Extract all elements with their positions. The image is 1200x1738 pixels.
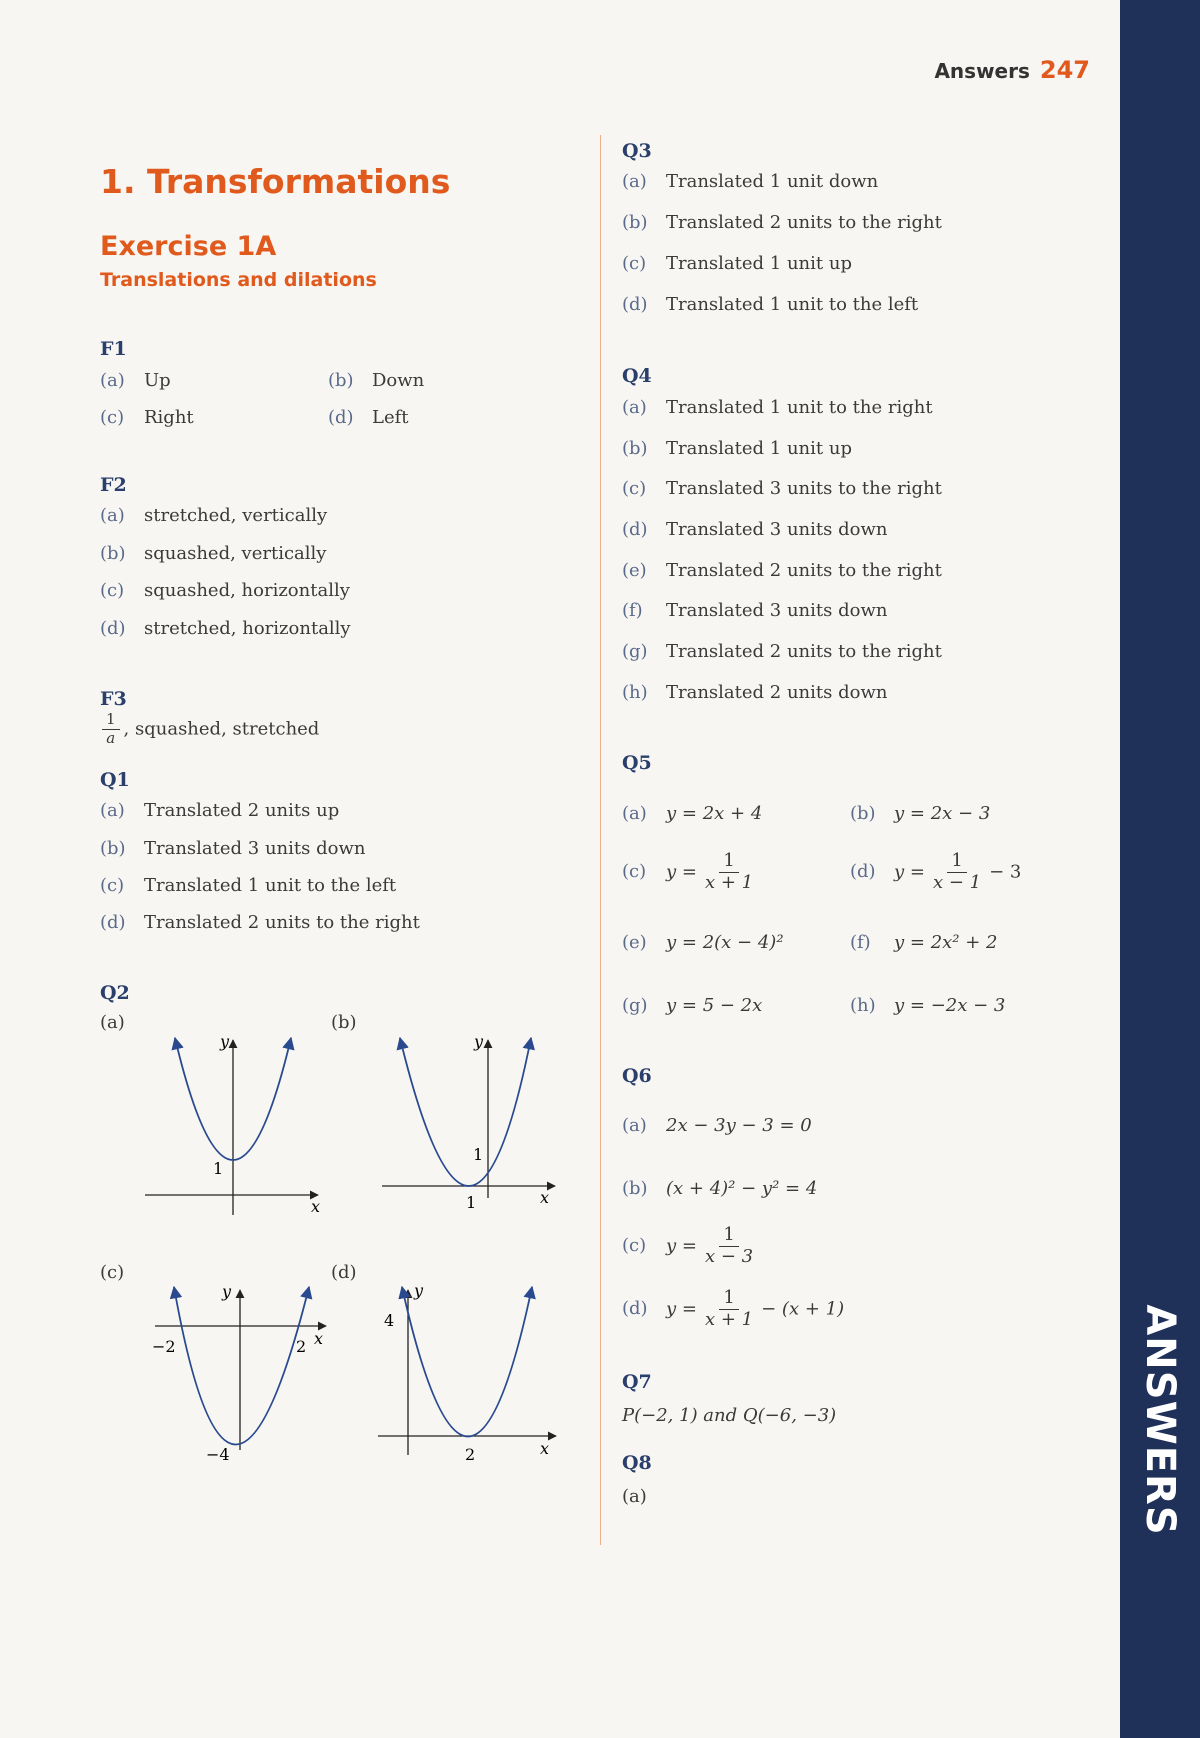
item-letter: (e)	[622, 560, 647, 581]
fraction-numerator: 1	[947, 852, 966, 873]
graph-letter-a: (a)	[100, 1012, 125, 1033]
item-text: Translated 3 units down	[144, 838, 366, 859]
item-letter: (e)	[622, 932, 647, 953]
answer-q5-g	[622, 995, 762, 1016]
item-letter: (h)	[850, 995, 876, 1016]
item-letter: (h)	[622, 682, 648, 703]
item-text: Translated 2 units to the right	[666, 212, 942, 233]
fraction-numerator: 1	[719, 1289, 738, 1310]
answer-q5-b	[850, 803, 990, 824]
equation: 2x − 3y − 3 = 0	[666, 1115, 812, 1136]
item-text: Translated 1 unit up	[666, 253, 852, 274]
answer-q4-a	[622, 397, 933, 418]
item-letter: (c)	[100, 580, 125, 601]
parabola-curve	[174, 1287, 309, 1445]
answer-q5-a	[622, 803, 762, 824]
item-text: Translated 2 units up	[144, 800, 340, 821]
answer-q6-a	[622, 1115, 812, 1136]
item-text: , squashed, stretched	[123, 718, 320, 740]
item-letter: (b)	[622, 438, 648, 459]
x-intercept-left-label: −2	[152, 1337, 176, 1356]
item-letter: (a)	[100, 370, 125, 391]
graph-d	[378, 1281, 556, 1464]
axis-label-x: x	[540, 1188, 550, 1207]
item-text: Translated 3 units down	[666, 600, 888, 621]
item-letter: (d)	[622, 294, 648, 315]
item-letter: (c)	[622, 1235, 647, 1257]
item-text: Translated 1 unit down	[666, 171, 879, 192]
parabola-curve	[400, 1038, 531, 1186]
answer-q4-b	[622, 438, 852, 459]
equation-tail: − 3	[989, 861, 1022, 883]
question-label-q1: Q1	[100, 769, 130, 791]
item-letter: (d)	[100, 912, 126, 933]
question-label-q8: Q8	[622, 1452, 652, 1474]
graph-letter-c: (c)	[100, 1262, 125, 1283]
item-letter: (a)	[100, 505, 125, 526]
vertex-label: 1	[213, 1159, 224, 1178]
item-letter: (b)	[328, 370, 354, 391]
item-text: Left	[372, 407, 409, 428]
answer-q3-b	[622, 212, 942, 233]
equation-tail: − (x + 1)	[761, 1298, 845, 1320]
graph-c	[152, 1282, 326, 1464]
answer-q6-b	[622, 1178, 817, 1199]
item-text: squashed, horizontally	[144, 580, 350, 601]
answer-q3-d	[622, 294, 918, 315]
item-text: Translated 3 units to the right	[666, 478, 942, 499]
item-letter: (c)	[622, 861, 647, 883]
fraction-denominator: a	[106, 728, 116, 747]
item-text: Translated 1 unit to the left	[144, 875, 397, 896]
equation-lhs: y =	[666, 1298, 697, 1320]
fraction-denominator: x − 3	[704, 1245, 754, 1267]
answer-q5-h	[850, 995, 1005, 1016]
fraction	[701, 852, 757, 893]
question-label-q3: Q3	[622, 140, 652, 162]
item-letter: (c)	[622, 478, 647, 499]
item-letter: (b)	[622, 212, 648, 233]
axis-label-y: y	[222, 1282, 232, 1301]
item-letter: (d)	[850, 861, 876, 883]
answer-q3-a	[622, 171, 878, 192]
item-text: stretched, vertically	[144, 505, 328, 526]
item-letter: (b)	[100, 543, 126, 564]
x-intercept-label: 2	[465, 1445, 476, 1464]
answer-q4-g	[622, 641, 942, 662]
column-divider	[600, 135, 601, 1545]
item-letter: (b)	[622, 1178, 648, 1199]
q2-graphs	[0, 0, 600, 1500]
fraction	[701, 1226, 757, 1267]
item-text: stretched, horizontally	[144, 618, 351, 639]
item-letter: (b)	[100, 838, 126, 859]
item-letter: (f)	[850, 932, 871, 953]
fraction-denominator: x − 1	[932, 871, 982, 893]
equation-lhs: y =	[666, 861, 697, 883]
fraction-denominator: x + 1	[704, 871, 754, 893]
question-label-q2: Q2	[100, 982, 130, 1004]
item-letter: (d)	[622, 519, 648, 540]
axis-label-x: x	[540, 1439, 550, 1458]
equation: y = 2x² + 2	[894, 932, 998, 953]
equation: y = 2x − 3	[894, 803, 991, 824]
graph-a	[145, 1032, 320, 1216]
item-text: Translated 2 units to the right	[144, 912, 420, 933]
answer-q4-c	[622, 478, 942, 499]
fraction-numerator: 1	[719, 1226, 738, 1247]
equation: y = 2(x − 4)²	[666, 932, 784, 953]
item-letter: (c)	[622, 253, 647, 274]
exercise-subtitle: Translations and dilations	[100, 269, 377, 291]
y-intercept-label: 1	[473, 1145, 484, 1164]
item-text: Translated 2 units to the right	[666, 641, 942, 662]
sidebar-label: ANSWERS	[1137, 1304, 1183, 1536]
answer-q3-c	[622, 253, 852, 274]
equation-lhs: y =	[894, 861, 925, 883]
graph-letter-d: (d)	[331, 1262, 357, 1283]
answer-q4-e	[622, 560, 942, 581]
item-letter: (d)	[100, 618, 126, 639]
item-letter: (c)	[100, 407, 125, 428]
item-letter: (c)	[100, 875, 125, 896]
fraction	[929, 852, 985, 893]
item-text: Translated 1 unit up	[666, 438, 852, 459]
item-letter: (a)	[622, 803, 647, 824]
question-label-q6: Q6	[622, 1065, 652, 1087]
item-text: Translated 2 units to the right	[666, 560, 942, 581]
item-text: Up	[144, 370, 171, 391]
parabola-curve	[402, 1287, 532, 1437]
item-letter: (d)	[328, 407, 354, 428]
item-text: Translated 1 unit to the right	[666, 397, 933, 418]
question-label-f1: F1	[100, 338, 127, 360]
chapter-title: 1. Transformations	[100, 162, 451, 201]
item-letter: (d)	[622, 1298, 648, 1320]
running-head-word: Answers	[934, 59, 1030, 83]
fraction-numerator: 1	[719, 852, 738, 873]
fraction-denominator: x + 1	[704, 1308, 754, 1330]
item-text: squashed, vertically	[144, 543, 327, 564]
item-letter: (g)	[622, 995, 648, 1016]
question-label-q4: Q4	[622, 365, 652, 387]
equation: y = 2x + 4	[666, 803, 763, 824]
axis-label-x: x	[314, 1329, 324, 1348]
item-letter: (a)	[622, 171, 647, 192]
item-letter: (g)	[622, 641, 648, 662]
item-text: Translated 1 unit to the left	[666, 294, 919, 315]
x-intercept-label: 1	[466, 1193, 477, 1212]
item-letter: (a)	[622, 1115, 647, 1136]
equation: (x + 4)² − y² = 4	[666, 1178, 818, 1199]
answer-q5-e	[622, 932, 784, 953]
question-label-q7: Q7	[622, 1371, 652, 1393]
axis-label-x: x	[311, 1197, 321, 1216]
question-label-q5: Q5	[622, 752, 652, 774]
equation: y = 5 − 2x	[666, 995, 763, 1016]
item-text: Translated 3 units down	[666, 519, 888, 540]
question-label-f2: F2	[100, 474, 127, 496]
x-intercept-right-label: 2	[296, 1337, 307, 1356]
answer-q4-h	[622, 682, 887, 703]
vertex-label: −4	[206, 1445, 230, 1464]
graph-letter-b: (b)	[331, 1012, 357, 1033]
answer-q5-d	[850, 852, 1021, 893]
graph-b	[382, 1032, 555, 1212]
y-intercept-label: 4	[384, 1311, 395, 1330]
answer-q4-f	[622, 600, 887, 621]
answer-q5-c	[622, 852, 761, 893]
answer-q7: P(−2, 1) and Q(−6, −3)	[622, 1405, 837, 1426]
page-number: 247	[1039, 56, 1090, 84]
answer-q5-f	[850, 932, 998, 953]
answer-q6-c	[622, 1226, 761, 1267]
answer-q6-d	[622, 1289, 844, 1330]
answer-q8-a-letter: (a)	[622, 1486, 647, 1507]
axis-label-y: y	[474, 1032, 484, 1051]
axis-label-y: y	[220, 1032, 230, 1051]
item-letter: (a)	[100, 800, 125, 821]
item-letter: (b)	[850, 803, 876, 824]
equation-lhs: y =	[666, 1235, 697, 1257]
item-letter: (a)	[622, 397, 647, 418]
question-label-f3: F3	[100, 688, 127, 710]
exercise-title: Exercise 1A	[100, 231, 277, 262]
item-letter: (f)	[622, 600, 643, 621]
axis-label-y: y	[414, 1281, 424, 1300]
fraction-numerator: 1	[102, 712, 120, 730]
equation: y = −2x − 3	[894, 995, 1006, 1016]
running-head	[860, 56, 1090, 84]
answer-q4-d	[622, 519, 887, 540]
item-text: Down	[372, 370, 425, 391]
item-text: Translated 2 units down	[666, 682, 888, 703]
item-text: Right	[144, 407, 194, 428]
fraction	[701, 1289, 757, 1330]
